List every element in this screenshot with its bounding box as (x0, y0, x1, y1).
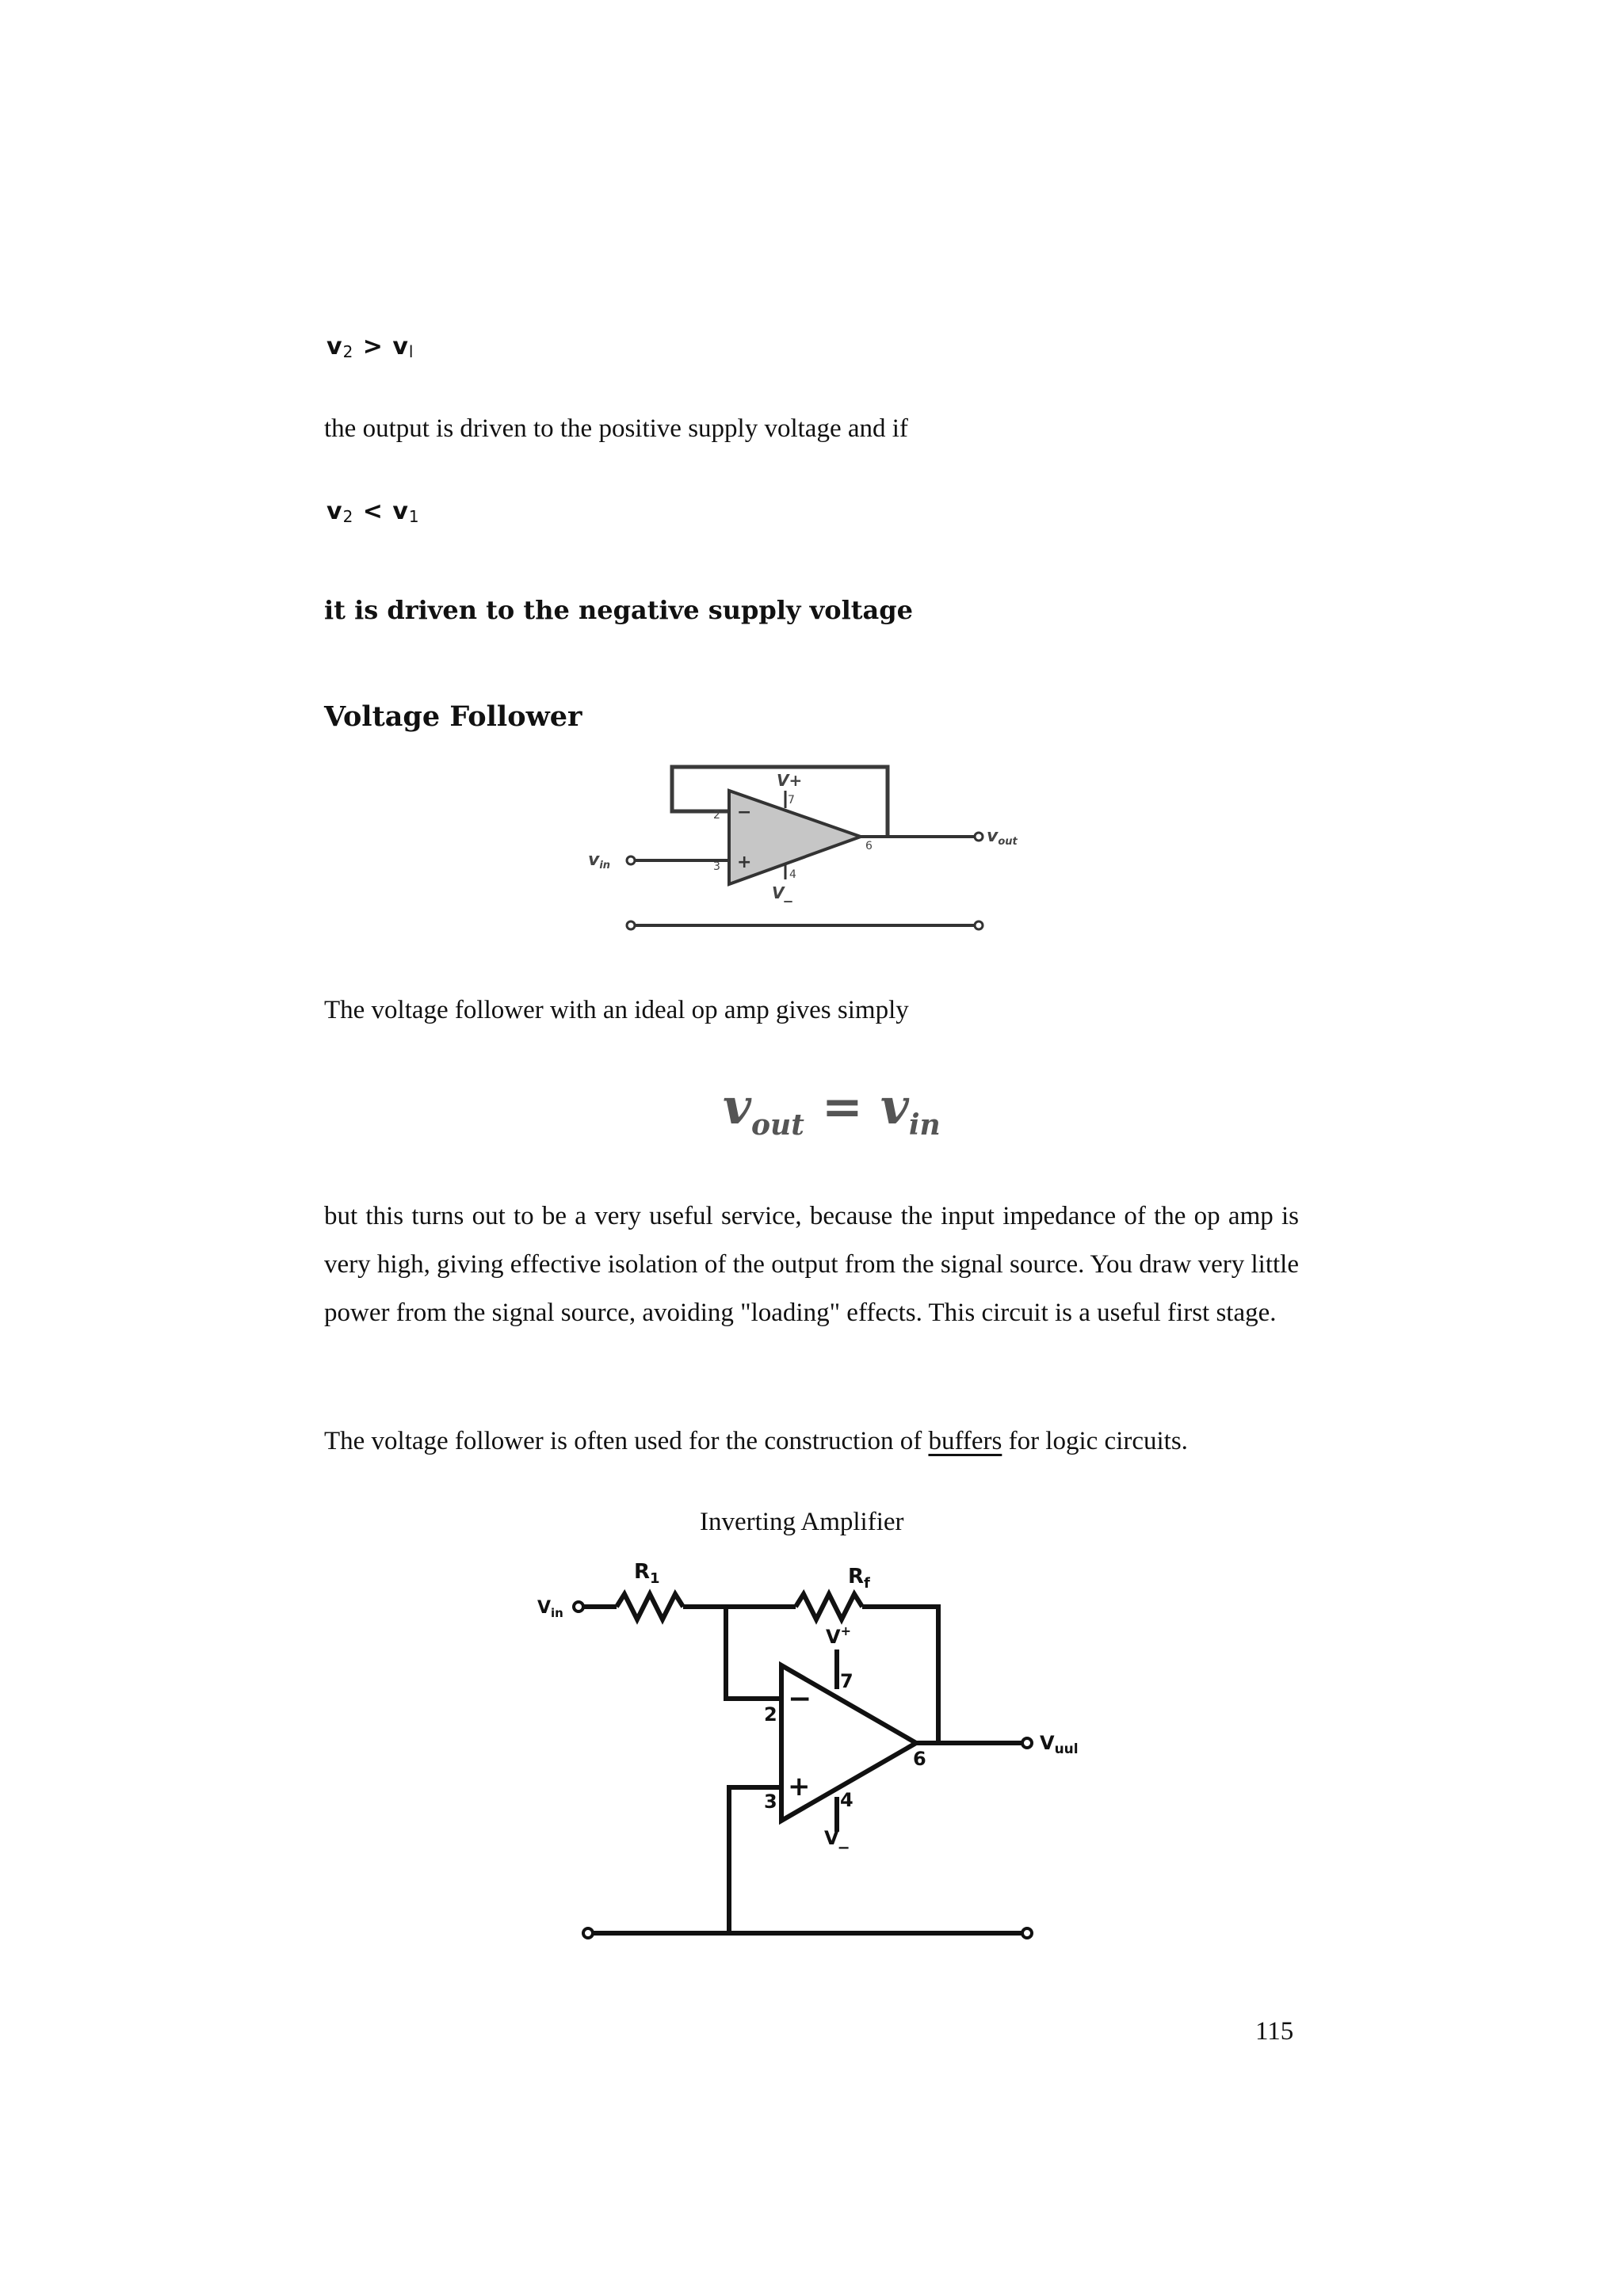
pin-4-label: 4 (789, 868, 796, 881)
pin-6-label: 6 (913, 1748, 926, 1770)
ground-terminal-left (627, 921, 635, 929)
condition-less: $v_2 < v_1$ (327, 498, 420, 526)
pin-4-label: 4 (840, 1789, 854, 1811)
r1-resistor (617, 1594, 683, 1619)
inverting-input-wire (726, 1607, 781, 1699)
condition-greater: $v_2 > v_l$ (327, 333, 414, 361)
v-plus-label: V+ (777, 771, 803, 790)
inverting-sign: − (737, 803, 752, 822)
buffers-link[interactable]: buffers (928, 1427, 1002, 1455)
pin-6-label: 6 (865, 840, 873, 852)
v-plus-label: V+ (826, 1623, 851, 1648)
figure-caption-inverting-amplifier: Inverting Amplifier (700, 1508, 904, 1536)
pin-3-label: 3 (713, 860, 720, 873)
ground-terminal-left (583, 1928, 593, 1938)
pin-7-label: 7 (840, 1670, 854, 1692)
page-number: 115 (1255, 2017, 1294, 2046)
ground-terminal-right (1022, 1928, 1032, 1938)
voltage-follower-paragraph: but this turns out to be a very useful service, because the input impedance of the op amp is very high, giving effective isolation of the output from the signal source. You draw very little power from the signal source, avoiding "loading" effects. This circuit is a useful first stage. (324, 1202, 1299, 1327)
vin-terminal (627, 856, 635, 864)
inverting-sign: − (788, 1683, 812, 1715)
non-inverting-sign: + (737, 852, 752, 872)
section-heading-voltage-follower: Voltage Follower (324, 700, 582, 733)
rf-resistor (796, 1594, 862, 1619)
rf-feedback-wire (862, 1607, 938, 1743)
pin-7-label: 7 (788, 794, 795, 807)
inverting-amplifier-circuit-diagram (529, 1554, 1100, 1943)
vout-label: vout (987, 826, 1018, 848)
r1-label: $R_1$ (634, 1560, 660, 1587)
vout-terminal (1022, 1738, 1032, 1748)
rf-label: $R_f$ (848, 1565, 870, 1592)
voltage-follower-equation: $v_{out} = v_{in}$ (723, 1077, 941, 1142)
pin-2-label: 2 (713, 809, 720, 822)
text-line-positive-supply: the output is driven to the positive supply voltage and if (324, 414, 908, 443)
non-inverting-sign: + (788, 1771, 811, 1802)
vout-terminal (975, 833, 983, 841)
text-line-negative-supply: it is driven to the negative supply voltage (324, 595, 913, 625)
vout-label: $V_{uul}$ (1040, 1732, 1079, 1757)
v-minus-label: V_ (772, 883, 792, 902)
v-minus-label: V_ (824, 1827, 849, 1849)
pin-3-label: 3 (764, 1791, 777, 1813)
ground-terminal-right (975, 921, 983, 929)
voltage-follower-circuit-diagram (577, 759, 1037, 935)
vin-label: $V_{in}$ (537, 1598, 563, 1620)
voltage-follower-intro: The voltage follower with an ideal op amp gives simply (324, 996, 909, 1024)
buffers-sentence: The voltage follower is often used for the construction of buffers for logic circuits. (324, 1427, 1188, 1455)
pin-2-label: 2 (764, 1703, 777, 1726)
vin-terminal (574, 1602, 583, 1611)
vin-label: vin (588, 850, 611, 871)
